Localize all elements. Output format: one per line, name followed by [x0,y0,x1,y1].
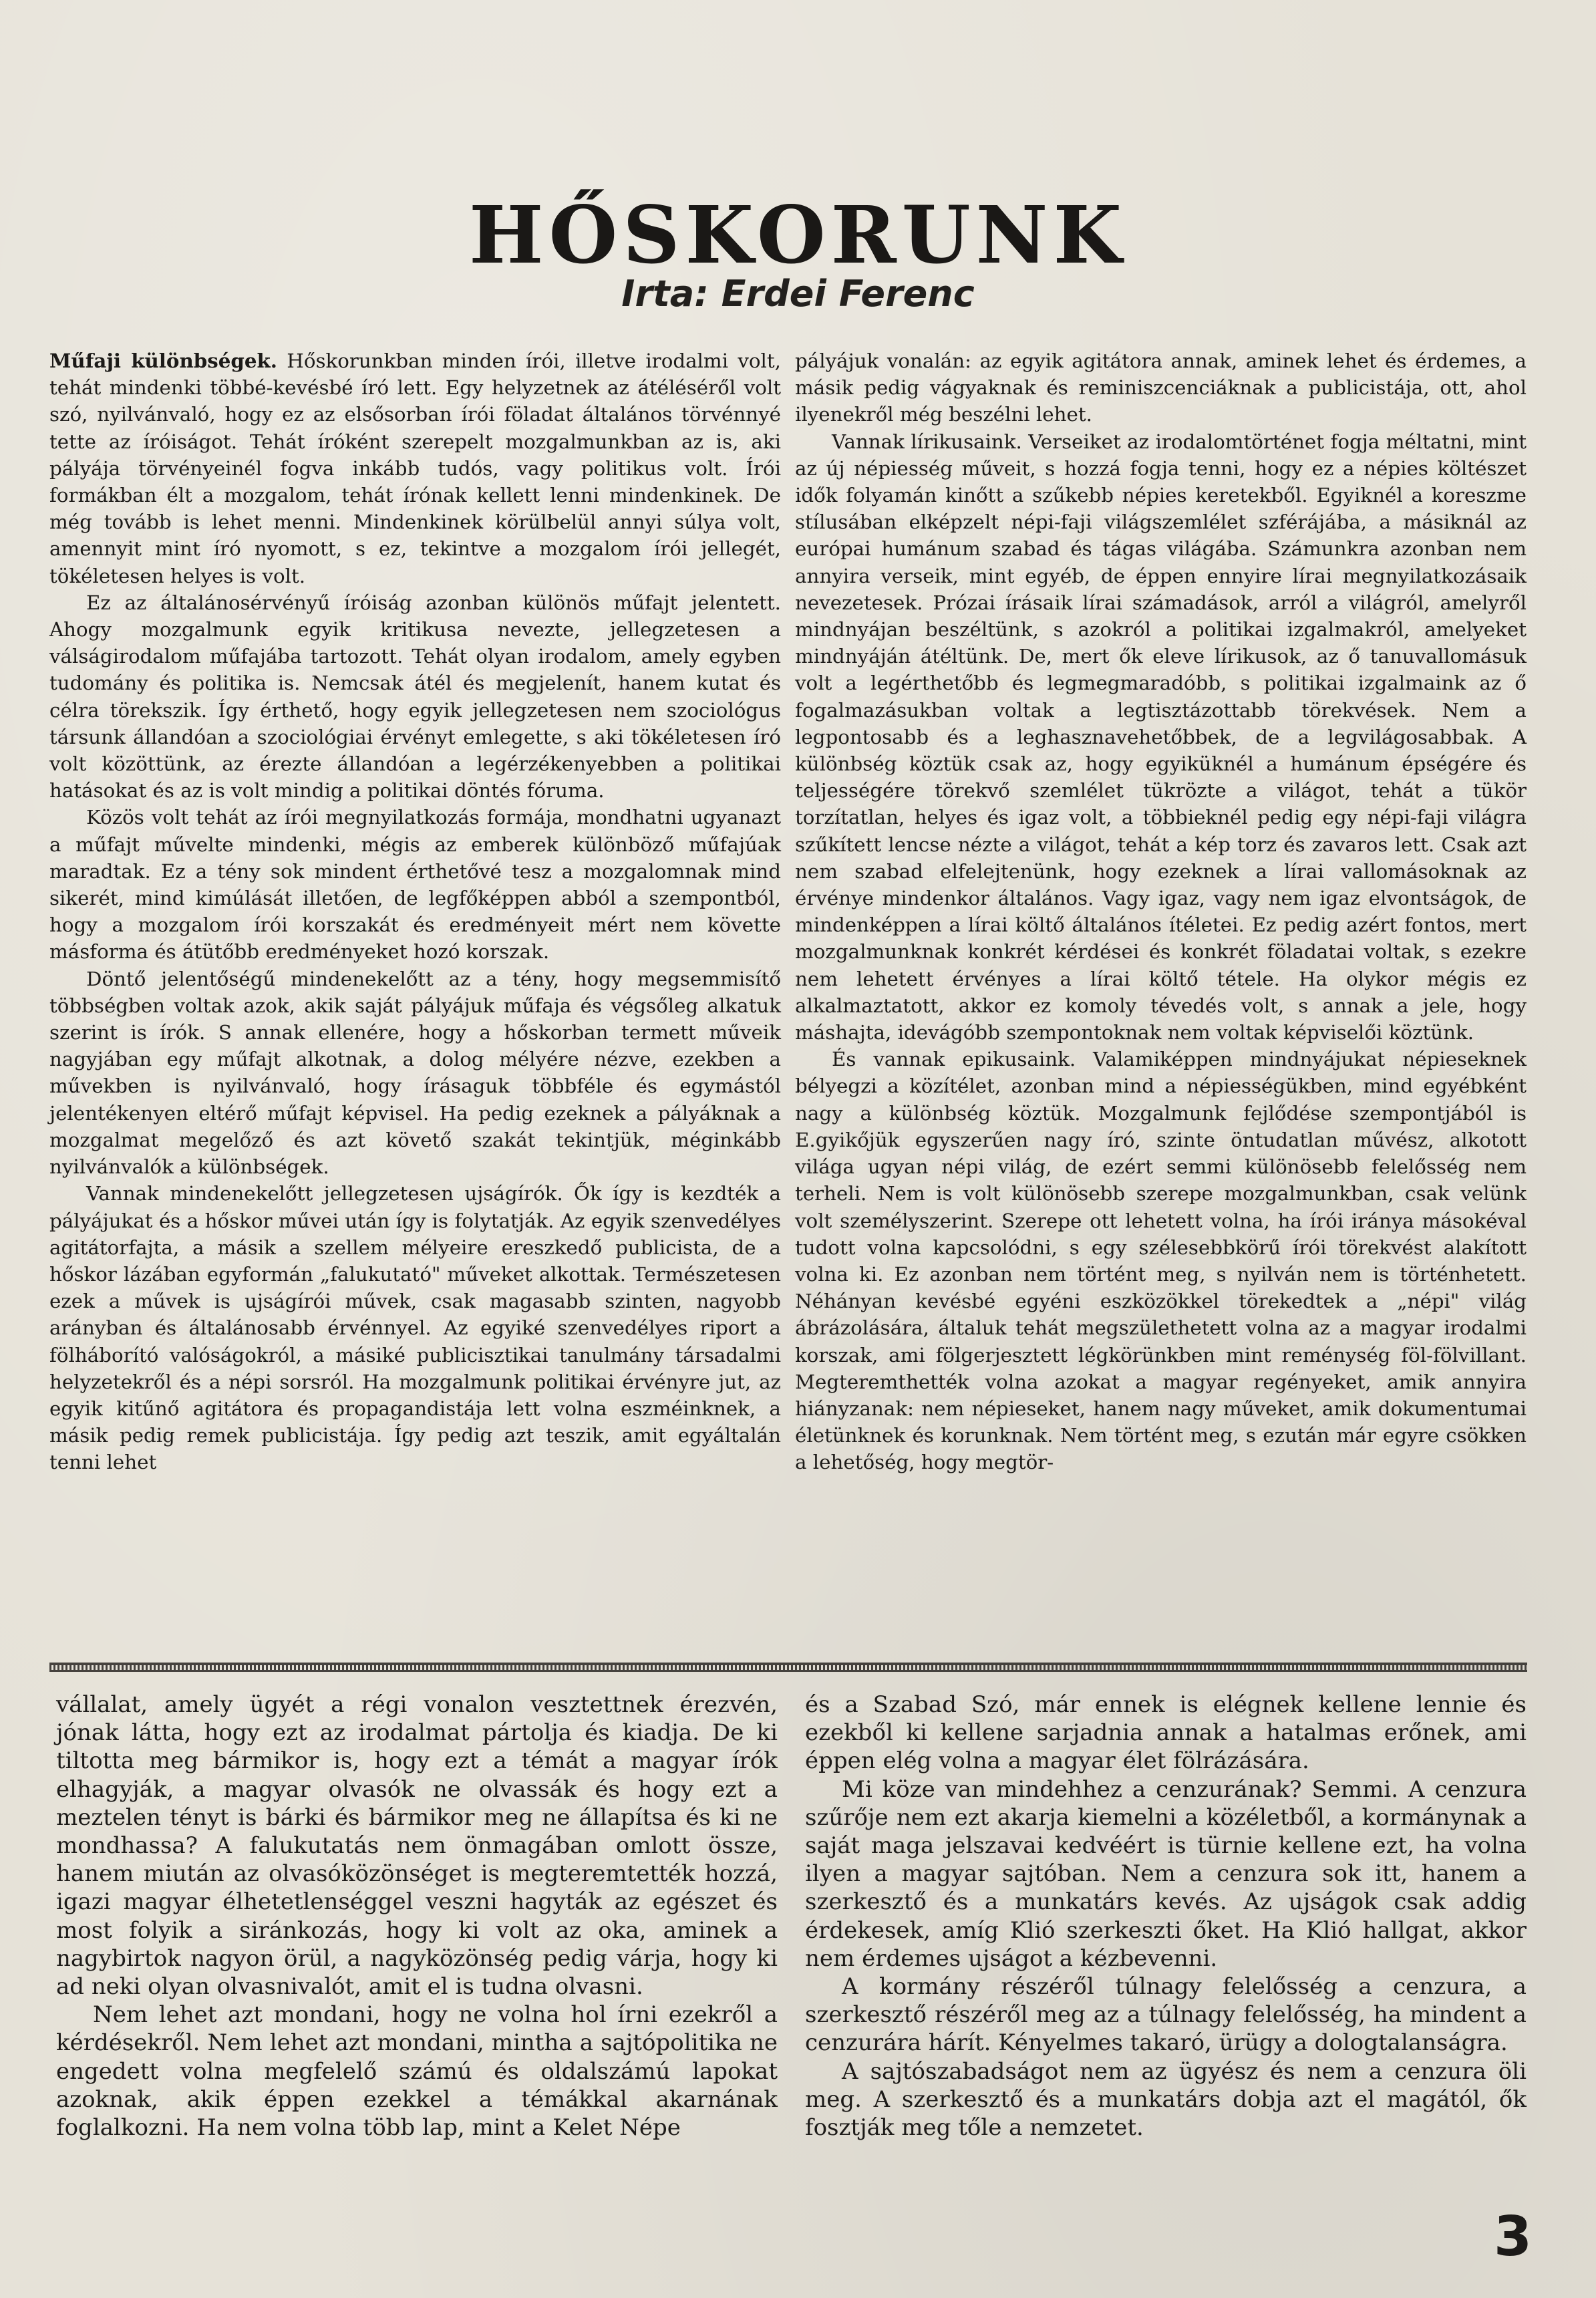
article-paragraph: Döntő jelentőségű mindenekelőtt az a tény, hogy megsemmisítő többségben voltak azok, akik saját pályájuk műfaja és végsőleg alkatuk szerint is írók. S annak ellenére, hogy a hőskorban termett műveik nagyjában egy műfajt alkotnak, a dolog mélyére nézve, ezekben a művekben is nyilvánvaló, hogy írásaguk többféle és egymástól jelentékenyen eltérő műfajt képvisel. Ha pedig ezeknek a pályáknak a mozgalmat megelőző és azt követő szakát tekintjük, méginkább nyilvánvalók a különbségek. [49,967,781,1179]
continuation-paragraph: és a Szabad Szó, már ennek is elégnek kellene lennie és ezekből ki kellene sarjadnia annak a hatalmas erőnek, ami éppen elég volna a magyar élet fölrázására. [805,1691,1527,1775]
section-divider [49,1663,1527,1672]
article-right-column [795,347,1527,1476]
continuation-paragraph: Mi köze van mindehhez a cenzurának? Semmi. A cenzura szűrője nem ezt akarja kiemelni a közéletből, a kormánynak a saját maga jelszavai kedvéért is türnie kellene ezt, ha volna ilyen a magyar sajtóban. Nem a cenzura sok itt, hanem a szerkesztő és a munkatárs kevés. Az ujságok csak addig érdekesek, amíg Klió szerkeszti őket. Ha Klió hallgat, akkor nem érdemes ujságot a kézbevenni. [805,1775,1527,1972]
continuation-paragraph: Nem lehet azt mondani, hogy ne volna hol írni ezekről a kérdésekről. Nem lehet azt mondani, mintha a sajtópolitika ne engedett volna megfelelő számú és oldalszámú lapokat azoknak, akik éppen ezekkel a témákkal akarnának foglalkozni. Ha nem volna több lap, mint a Kelet Népe [56,2001,778,2142]
page-number: 3 [1493,2205,1532,2269]
continuation-paragraph: vállalat, amely ügyét a régi vonalon vesztettnek érezvén, jónak látta, hogy ezt az irodalmat pártolja és kiadja. De ki tiltotta meg bármikor is, hogy ezt a témát a magyar írók elhagyják, a magyar olvasók ne olvassák és hogy ezt a meztelen tényt is bárki és bármikor meg ne állapítsa és ki ne mondhassa? A falukutatás nem önmagában omlott össze, hanem miután az olvasóközönséget is megteremtették hozzá, igazi magyar élhetetlenséggel veszni hagyták az egészet és most folyik a siránkozás, hogy ki volt az oka, aminek a nagybirtok nagyon örül, a nagyközönség pedig várja, hogy ki ad neki olyan olvasnivalót, amit el is tudna olvasni. [56,1691,778,2001]
section-rubric: Műfaji különbségek. [49,349,278,372]
article-title: HŐSKORUNK [468,188,1128,281]
article-paragraph: Közös volt tehát az írói megnyilatkozás formája, mondhatni ugyanazt a műfajt művelte mindenki, mégis az emberek különböző műfajúak maradtak. Ez a tény sok mindent érthetővé tesz a mozgalomnak mind sikerét, mind kimúlását illetően, de legfőképpen abból a szempontból, hogy a mozgalom írói korszakát és eredményeit mért nem követte másforma és átütőbb eredményeket hozó korszak. [49,806,781,964]
article-left-column [49,347,781,1476]
article-paragraph: Vannak mindenekelőtt jellegzetesen ujságírók. Ők így is kezdték a pályájukat és a hőskor művei után így is folytatják. Az egyik szenvedélyes agitátorfajta, a másik a szellem mélyeire ereszkedő publicista, de a hőskor lázában egyformán „falukutató" műveket alkottak. Természetesen ezek a művek is ujságírói művek, csak magasabb szinten, nagyobb arányban és általánosabb érvénnyel. Az egyiké szenvedélyes riport a fölháborító valóságokról, a másiké publicisztikai tanulmány társadalmi helyzetekről és a népi sorsról. Ha mozgalmunk politikai érvényre jut, az egyik kitűnő agitátora és propagandistája lett volna eszméinknek, a másik pedig remek publicistája. Így pedig azt teszik, amit egyáltalán tenni lehet [49,1182,781,1474]
article-paragraph: És vannak epikusaink. Valamiképpen mindnyájukat népieseknek bélyegzi a közítélet, azonban mind a népiességükben, mind egyébként nagy a különbség köztük. Mozgalmunk fejlődése szempontjából is E.gyikőjük egyszerűen nagy író, szinte öntudatlan művész, alkotott világa ugyan népi világ, de ezért semmi különösebb felelősség nem terheli. Nem is volt különösebb szerepe mozgalmunkban, csak velünk volt személyszerint. Szerepe ott lehetett volna, ha írói iránya másokéval tudott volna kapcsolódni, s egy szélesebbkörű írói törekvést alakított volna ki. Ez azonban nem történt meg, s nyilván nem is történhetett. Néhányan kevésbé egyéni eszközökkel törekedtek a „népi" világ ábrázolására, általuk tehát megszülethetett volna az a magyar irodalmi korszak, ami fölgerjesztett légkörünkben mint reménység föl-fölvillant. Megteremthették volna azokat a magyar regényeket, amik annyira hiányzanak: nem népieseket, hanem nagy műveket, amik dokumentumai életünknek és korunknak. Nem történt meg, s ezután már egyre csökken a lehetőség, hogy megtör- [795,1048,1527,1474]
article-paragraph: pályájuk vonalán: az egyik agitátora annak, aminek lehet és érdemes, a másik pedig vágyaknak és reminiszcenciáknak a publicistája, ott, ahol ilyenekről még beszélni lehet. [795,349,1527,426]
continuation-paragraph: A sajtószabadságot nem az ügyész és nem a cenzura öli meg. A szerkesztő és a munkatárs dobja azt el magától, ők fosztják meg tőle a nemzetet. [805,2057,1527,2142]
article-paragraph: Ez az általánosérvényű íróiság azonban különös műfajt jelentett. Ahogy mozgalmunk egyik kritikusa nevezte, jellegzetesen a válságirodalom műfajába tartozott. Tehát olyan irodalom, amely egyben tudomány és politika is. Nemcsak átél és megjelenít, hanem kutat és célra törekszik. Így érthető, hogy egyik jellegzetesen nem szociológus társunk állandóan a szociológiai érvényt emlegette, s aki tökéletesen író volt közöttünk, az érezte állandóan a legérzékenyebben a politikai hatásokat és az is volt mindig a politikai döntés fóruma. [49,591,781,803]
continuation-paragraph: A kormány részéről túlnagy felelősség a cenzura, a szerkesztő részéről meg az a túlnagy felelősség, ha mindent a cenzurára hárít. Kényelmes takaró, ürügy a dologtalanságra. [805,1973,1527,2057]
article-paragraph [49,347,781,589]
continuation-right-column [805,1691,1527,2142]
continuation-left-column [56,1691,778,2142]
article-paragraph: Vannak lírikusaink. Verseiket az irodalomtörténet fogja méltatni, mint az új népiesség műveit, s hozzá fogja tenni, hogy ez a népies költészet idők folyamán kinőtt a szűkebb népies keretekből. Egyiknél a koreszme stílusában elképzelt népi-faji világszemlélet szférájába, a másiknál az európai humánum szabad és tágas világába. Számunkra azonban nem annyira verseik, mint egyéb, de éppen ennyire lírai megnyilatkozásaik nevezetesek. Prózai írásaik lírai számadások, arról a világról, amelyről mindnyájan beszéltünk, s azokról a politikai izgalmakról, amelyeket mindnyáján átéltünk. De, mert ők eleve lírikusok, az ő tanuvallomásuk volt a legérthetőbb és legmegmaradóbb, s politikai izgalmaink az ő fogalmazásukban voltak a legtisztázottabb törekvések. Nem a legpontosabb és a leghasznavehetőbbek, de a legvilágosabbak. A különbség köztük csak az, hogy egyiküknél a humánum épségére és teljességére törekvő szemlélet tükrözte a világot, tehát a tükör torzítatlan, helyes és igaz volt, a többieknél pedig egy népi-faji világra szűkített lencse nézte a világot, tehát a kép torz és zavaros lett. Csak azt nem szabad elfelejtenünk, hogy ezeknek a lírai vallomásoknak az érvénye mindenkor általános. Vagy igaz, vagy nem igaz elvontságok, de mindenképpen a lírai költő általános ítéletei. Ez pedig azért fontos, mert mozgalmunknak konkrét kérdései és konkrét föladatai voltak, s ezekre nem lehetett érvényes a lírai költő tétele. Ha olykor mégis ez alkalmaztatott, akkor ez komoly tévedés volt, s annak a jele, hogy máshajta, idevágóbb szempontoknak nem voltak képviselői köztünk. [795,430,1527,1044]
paragraph-text: Hőskorunkban minden írói, illetve irodalmi volt, tehát mindenki többé-kevésbé író lett. Egy helyzetnek az átéléséről volt szó, nyilvánvaló, hogy ez az elsősorban írói föladat általános törvénnyé tette az íróiságot. Tehát íróként szerepelt mozgalmunkban az is, aki pályája törvényeinél fogva inkább tudós, vagy politikus volt. Írói formákban élt a mozgalom, tehát írónak kellett lenni mindenkinek. De még tovább is lehet menni. Mindenkinek körülbelül annyi súlya volt, amennyit mint író nyomott, s ez, tekintve a mozgalom írói jellegét, tökéletesen helyes is volt. [49,349,781,587]
article-byline: Irta: Erdei Ferenc [621,273,975,315]
